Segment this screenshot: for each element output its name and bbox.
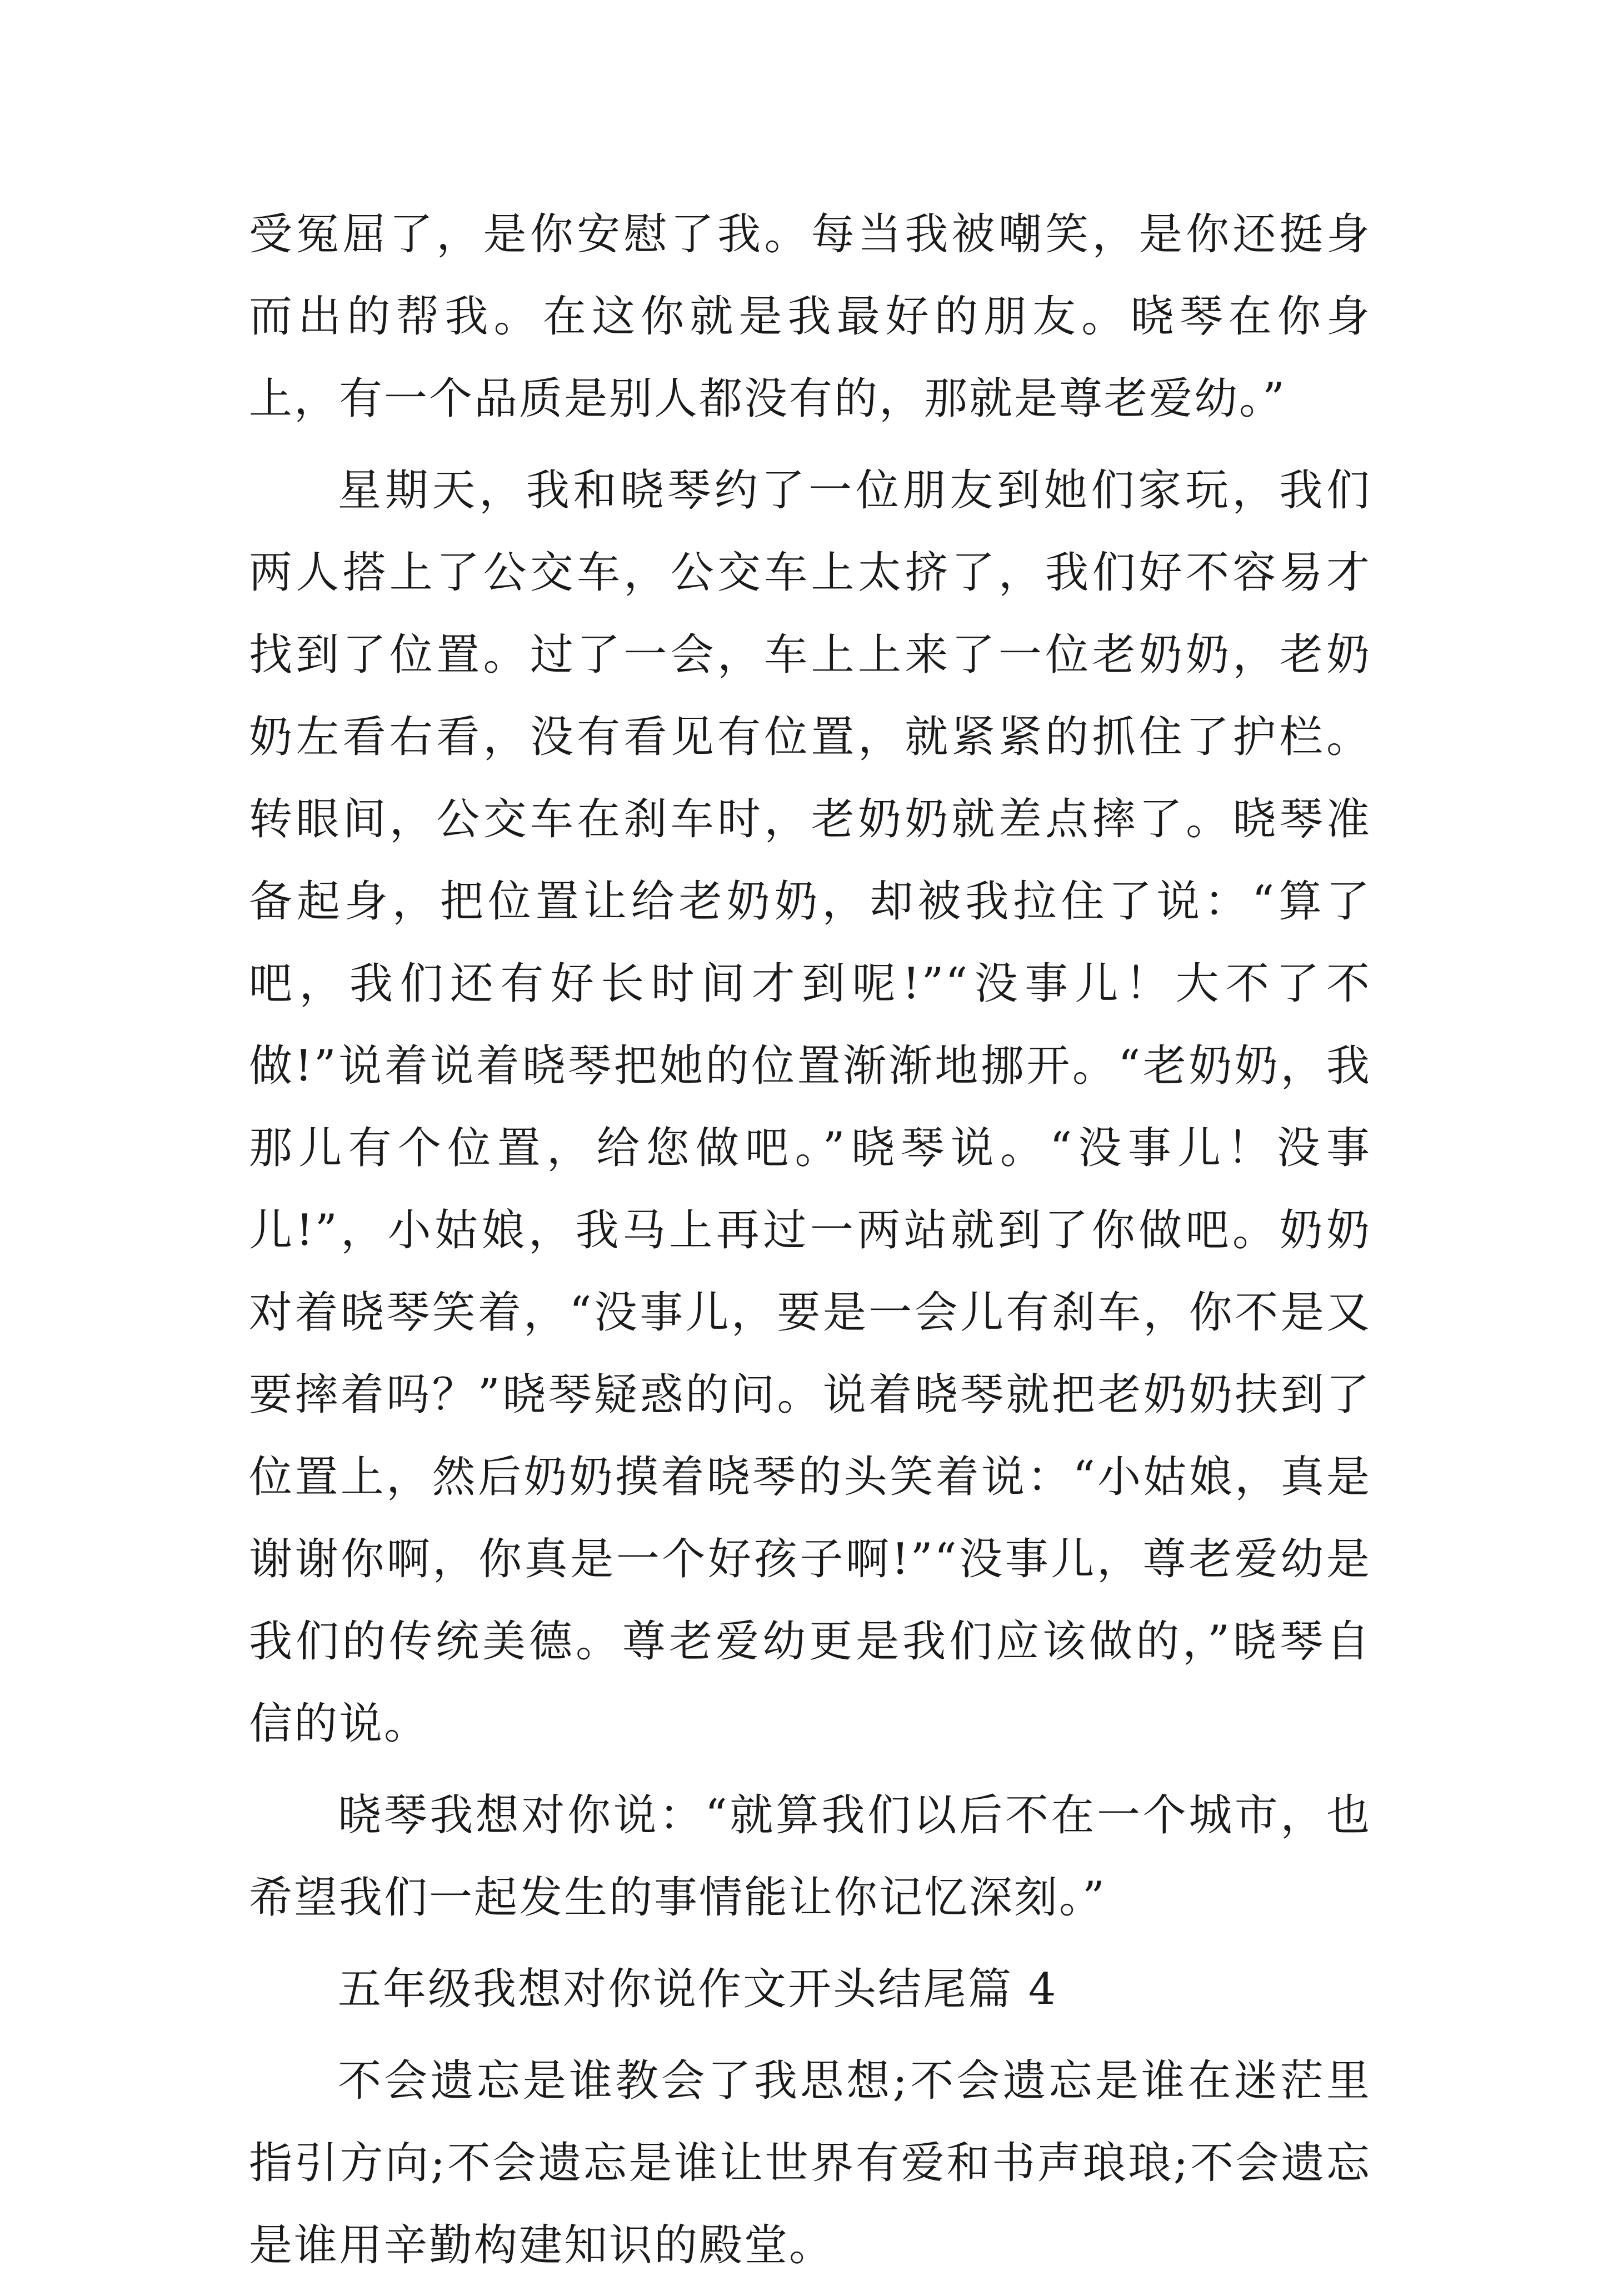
- section-heading: 五年级我想对你说作文开头结尾篇 4: [338, 1964, 1058, 2014]
- paragraph-bus-story: 星期天，我和晓琴约了一位朋友到她们家玩，我们两人搭上了公交车，公交车上太挤了，我们好不容易才找到了位置。过了一会，车上上来了一位老奶奶，老奶奶左看右看，没有看见有位置，就紧紧的抓住了护栏。转眼间，公交车在刹车时，老奶奶就差点摔了。晓琴准备起身，把位置让给老奶奶，却被我拉住了说：“算了吧，我们还有好长时间才到呢!”“没事儿！大不了不做!”说着说着晓琴把她的位置渐渐地挪开。“老奶奶，我那儿有个位置，给您做吧。”晓琴说。“没事儿！没事儿!”，小姑娘，我马上再过一两站就到了你做吧。奶奶对着晓琴笑着，“没事儿，要是一会儿有刹车，你不是又要摔着吗？”晓琴疑惑的问。说着晓琴就把老奶奶扶到了位置上，然后奶奶摸着晓琴的头笑着说：“小姑娘，真是谢谢你啊，你真是一个好孩子啊!”“没事儿，尊老爱幼是我们的传统美德。尊老爱幼更是我们应该做的，”晓琴自信的说。: [249, 466, 1371, 1749]
- paragraph-continuation: 受冤屈了，是你安慰了我。每当我被嘲笑，是你还挺身而出的帮我。在这你就是我最好的朋友。晓琴在你身上，有一个品质是别人都没有的，那就是尊老爱幼。”: [249, 209, 1371, 424]
- paragraph-closing: 不会遗忘是谁教会了我思想;不会遗忘是谁在迷茫里指引方向;不会遗忘是谁让世界有爱和书声琅琅;不会遗忘是谁用辛勤构建知识的殿堂。: [249, 2056, 1371, 2270]
- paragraph-message: 晓琴我想对你说：“就算我们以后不在一个城市，也希望我们一起发生的事情能让你记忆深刻。”: [249, 1790, 1371, 1923]
- document-body: [249, 193, 1371, 2296]
